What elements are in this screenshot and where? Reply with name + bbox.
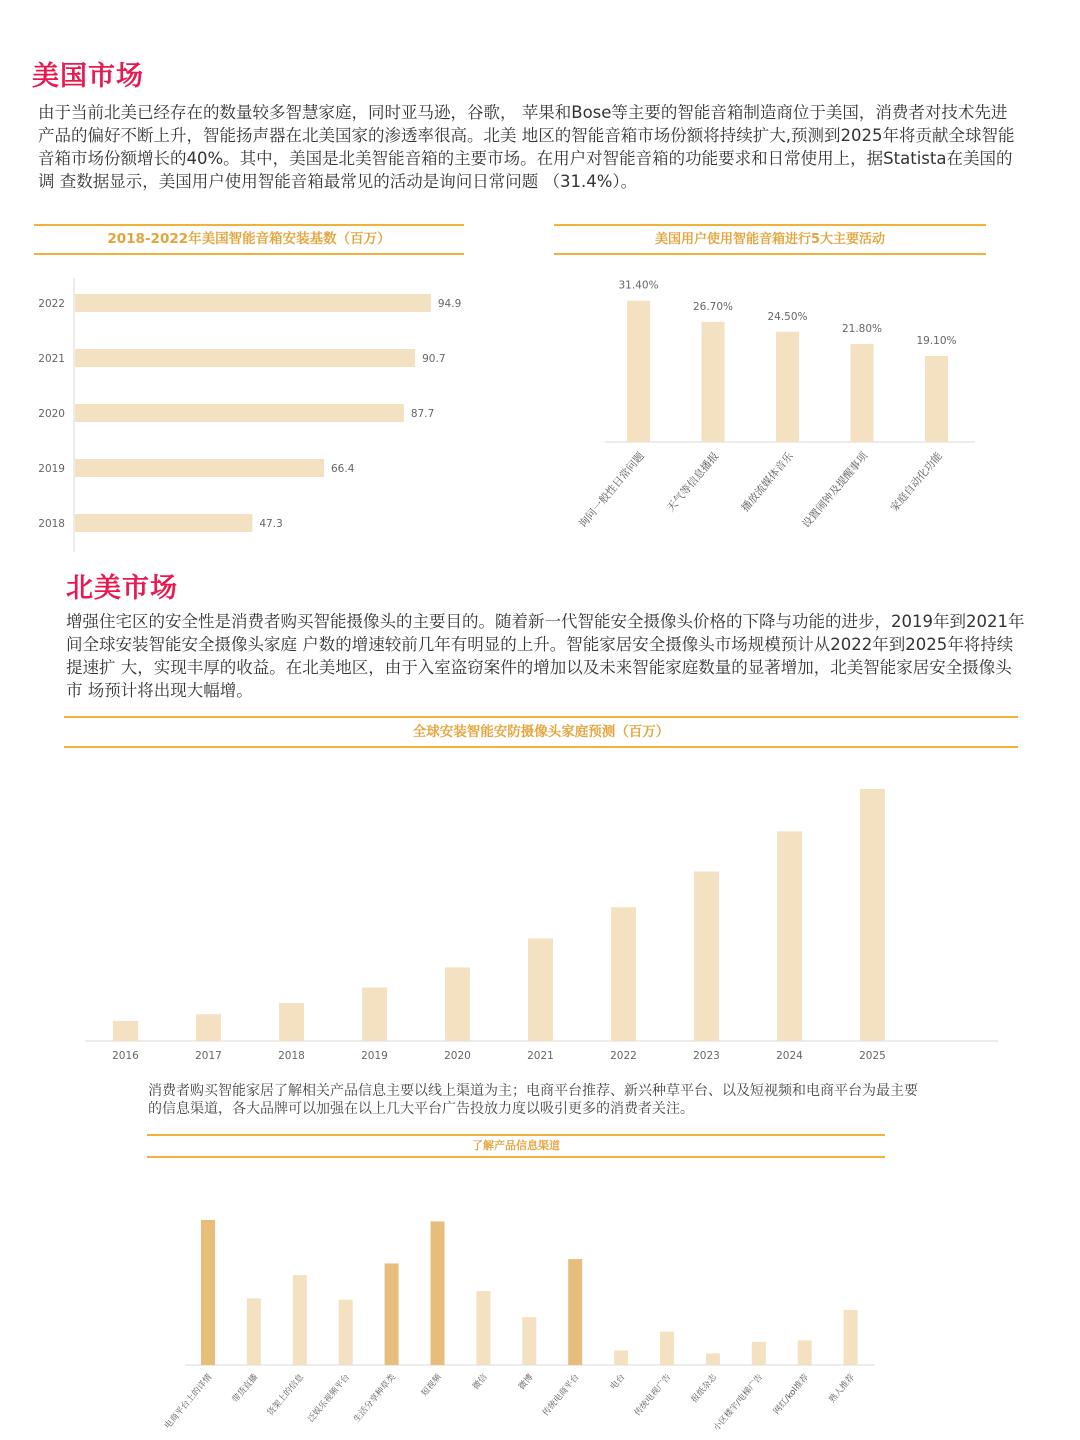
chart1-bar-2018 xyxy=(75,514,252,532)
chart4-title: 了解产品信息渠道 xyxy=(147,1134,885,1158)
chart3-bar-2025 xyxy=(860,789,885,1041)
chart2-category-label: 设置闹钟及提醒事项 xyxy=(800,450,871,531)
chart1-value-label: 66.4 xyxy=(331,463,355,475)
chart1-value-label: 94.9 xyxy=(437,298,462,310)
chart3-category-label: 2021 xyxy=(527,1050,554,1062)
chart4-bar-3 xyxy=(339,1300,353,1365)
us-market-paragraph: 由于当前北美已经存在的数量较多智慧家庭，同时亚马逊，谷歌， 苹果和Bose等主要的智能音箱制造商位于美国，消费者对技术先进 产品的偏好不断上升，智能扬声器在北美国家的渗透率很高。北美 地区的智能音箱市场份额将持续扩大,预测到2025年将贡献全球智能 音箱市场份额增长的40%。其中，美国是北美智能音箱的主要市场。在用户对智能音箱的功能要求和日常使用上，据Statista在美国的调 查数据显示，美国用户使用智能音箱最常见的活动是询问日常问题 （31.4%）。 xyxy=(38,103,1015,191)
chart2-value-label: 21.80% xyxy=(841,322,883,335)
chart4-category-label: 微博 xyxy=(517,1372,536,1392)
chart3-category-label: 2019 xyxy=(361,1050,388,1062)
chart4-category-label: 泛娱乐视频平台 xyxy=(306,1372,352,1425)
chart3-bar-2020 xyxy=(445,967,470,1041)
chart4-bar-0 xyxy=(201,1220,215,1365)
chart3-camera-forecast xyxy=(80,760,1010,1070)
chart1-category-label: 2022 xyxy=(38,298,65,310)
chart4-bar-8 xyxy=(568,1259,582,1365)
chart4-bar-9 xyxy=(614,1351,628,1366)
chart3-bar-2017 xyxy=(196,1014,221,1041)
chart2-value-label: 19.10% xyxy=(916,335,957,348)
us-market-heading: 美国市场 xyxy=(32,61,144,92)
chart3-bar-2023 xyxy=(694,872,719,1041)
chart4-category-label: 生活分享种草类 xyxy=(351,1372,398,1425)
chart4-bar-5 xyxy=(431,1221,445,1365)
chart4-category-label: 小区楼宇/电梯广告 xyxy=(711,1372,766,1434)
chart4-bar-14 xyxy=(844,1310,858,1365)
chart2-category-label: 询问一般性日常问题 xyxy=(576,450,647,531)
chart4-bar-4 xyxy=(385,1264,399,1366)
chart3-bar-2024 xyxy=(777,831,802,1041)
chart3-bar-2016 xyxy=(113,1021,138,1041)
chart4-category-label: 货架上的信息 xyxy=(265,1372,307,1419)
chart3-category-label: 2016 xyxy=(112,1050,139,1062)
chart4-category-label: 电台 xyxy=(608,1372,628,1392)
chart2-title: 美国用户使用智能音箱进行5大主要活动 xyxy=(554,224,986,255)
chart1-install-base xyxy=(30,270,500,560)
chart4-category-label: 熟人推荐 xyxy=(827,1372,857,1405)
chart4-category-label: 传统电视广告 xyxy=(632,1372,674,1419)
chart4-bar-13 xyxy=(798,1340,812,1365)
chart4-bar-11 xyxy=(706,1353,720,1365)
chart3-category-label: 2017 xyxy=(195,1050,222,1062)
chart1-bar-2022 xyxy=(75,294,431,312)
chart4-bar-1 xyxy=(247,1298,261,1365)
chart1-bar-2021 xyxy=(75,349,415,367)
chart2-bar-1 xyxy=(702,322,725,442)
chart2-value-label: 26.70% xyxy=(692,300,734,313)
chart3-bar-2019 xyxy=(362,987,387,1041)
chart1-category-label: 2020 xyxy=(38,408,65,420)
chart4-category-label: 网红/kol推荐 xyxy=(771,1372,811,1417)
chart4-bar-12 xyxy=(752,1342,766,1365)
chart3-category-label: 2023 xyxy=(693,1050,720,1062)
chart4-bar-10 xyxy=(660,1332,674,1365)
chart2-value-label: 31.40% xyxy=(618,279,659,292)
chart1-value-label: 47.3 xyxy=(259,518,283,530)
chart3-title: 全球安装智能安防摄像头家庭预测（百万） xyxy=(64,716,1018,748)
chart4-category-label: 短视频 xyxy=(419,1372,444,1399)
chart2-bar-0 xyxy=(627,301,650,442)
chart3-category-label: 2020 xyxy=(444,1050,471,1062)
chart3-category-label: 2018 xyxy=(278,1050,305,1062)
chart1-bar-2020 xyxy=(75,404,404,422)
chart4-category-label: 带货直播 xyxy=(230,1372,261,1405)
chart1-title: 2018-2022年美国智能音箱安装基数（百万） xyxy=(34,224,464,255)
chart4-bar-6 xyxy=(476,1291,490,1365)
chart4-category-label: 电商平台上的详情 xyxy=(162,1372,215,1432)
chart3-category-label: 2024 xyxy=(776,1050,803,1062)
chart1-category-label: 2018 xyxy=(38,518,65,530)
chart1-value-label: 87.7 xyxy=(410,408,435,420)
chart4-bar-2 xyxy=(293,1275,307,1365)
chart2-category-label: 家庭自动化功能 xyxy=(888,450,945,515)
chart3-bar-2018 xyxy=(279,1003,304,1041)
chart3-bar-2021 xyxy=(528,938,553,1041)
chart1-value-label: 90.7 xyxy=(422,353,446,365)
na-market-note: 消费者购买智能家居了解相关产品信息主要以线上渠道为主；电商平台推荐、新兴种草平台、以及短视频和电商平台为最主要的信息渠道，各大品牌可以加强在以上几大平台广告投放力度以吸引更多的消费者关注。 xyxy=(148,1083,918,1117)
chart4-category-label: 微信 xyxy=(471,1372,490,1392)
chart2-bar-3 xyxy=(851,344,874,442)
chart1-category-label: 2021 xyxy=(38,353,65,365)
chart1-category-label: 2019 xyxy=(38,463,65,475)
chart2-activities xyxy=(550,270,990,550)
chart4-category-label: 报纸杂志 xyxy=(689,1372,720,1405)
na-market-heading: 北美市场 xyxy=(66,573,178,604)
na-market-paragraph: 增强住宅区的安全性是消费者购买智能摄像头的主要目的。随着新一代智能安全摄像头价格的下降与功能的进步，2019年到2021年间全球安装智能安全摄像头家庭 户数的增速较前几年有明显的上升。智能家居安全摄像头市场规模预计从2022年到2025年将持续提速扩 大，实现丰厚的收益。在北美地区，由于入室盗窃案件的增加以及未来智能家庭数量的显著增加，北美智能家居安全摄像头市 场预计将出现大幅增。 xyxy=(66,612,1025,700)
chart2-bar-4 xyxy=(925,356,948,442)
chart4-bar-7 xyxy=(522,1317,536,1365)
chart3-category-label: 2022 xyxy=(610,1050,637,1062)
chart2-bar-2 xyxy=(776,332,799,442)
chart3-bar-2022 xyxy=(611,907,636,1041)
chart3-category-label: 2025 xyxy=(859,1050,886,1062)
chart4-category-label: 传统电商平台 xyxy=(541,1372,582,1419)
chart1-bar-2019 xyxy=(75,459,324,477)
chart2-category-label: 天气等信息播报 xyxy=(664,450,722,515)
chart2-value-label: 24.50% xyxy=(767,310,808,323)
chart2-category-label: 播放流媒体音乐 xyxy=(739,450,796,515)
chart4-info-channels xyxy=(140,1200,900,1435)
